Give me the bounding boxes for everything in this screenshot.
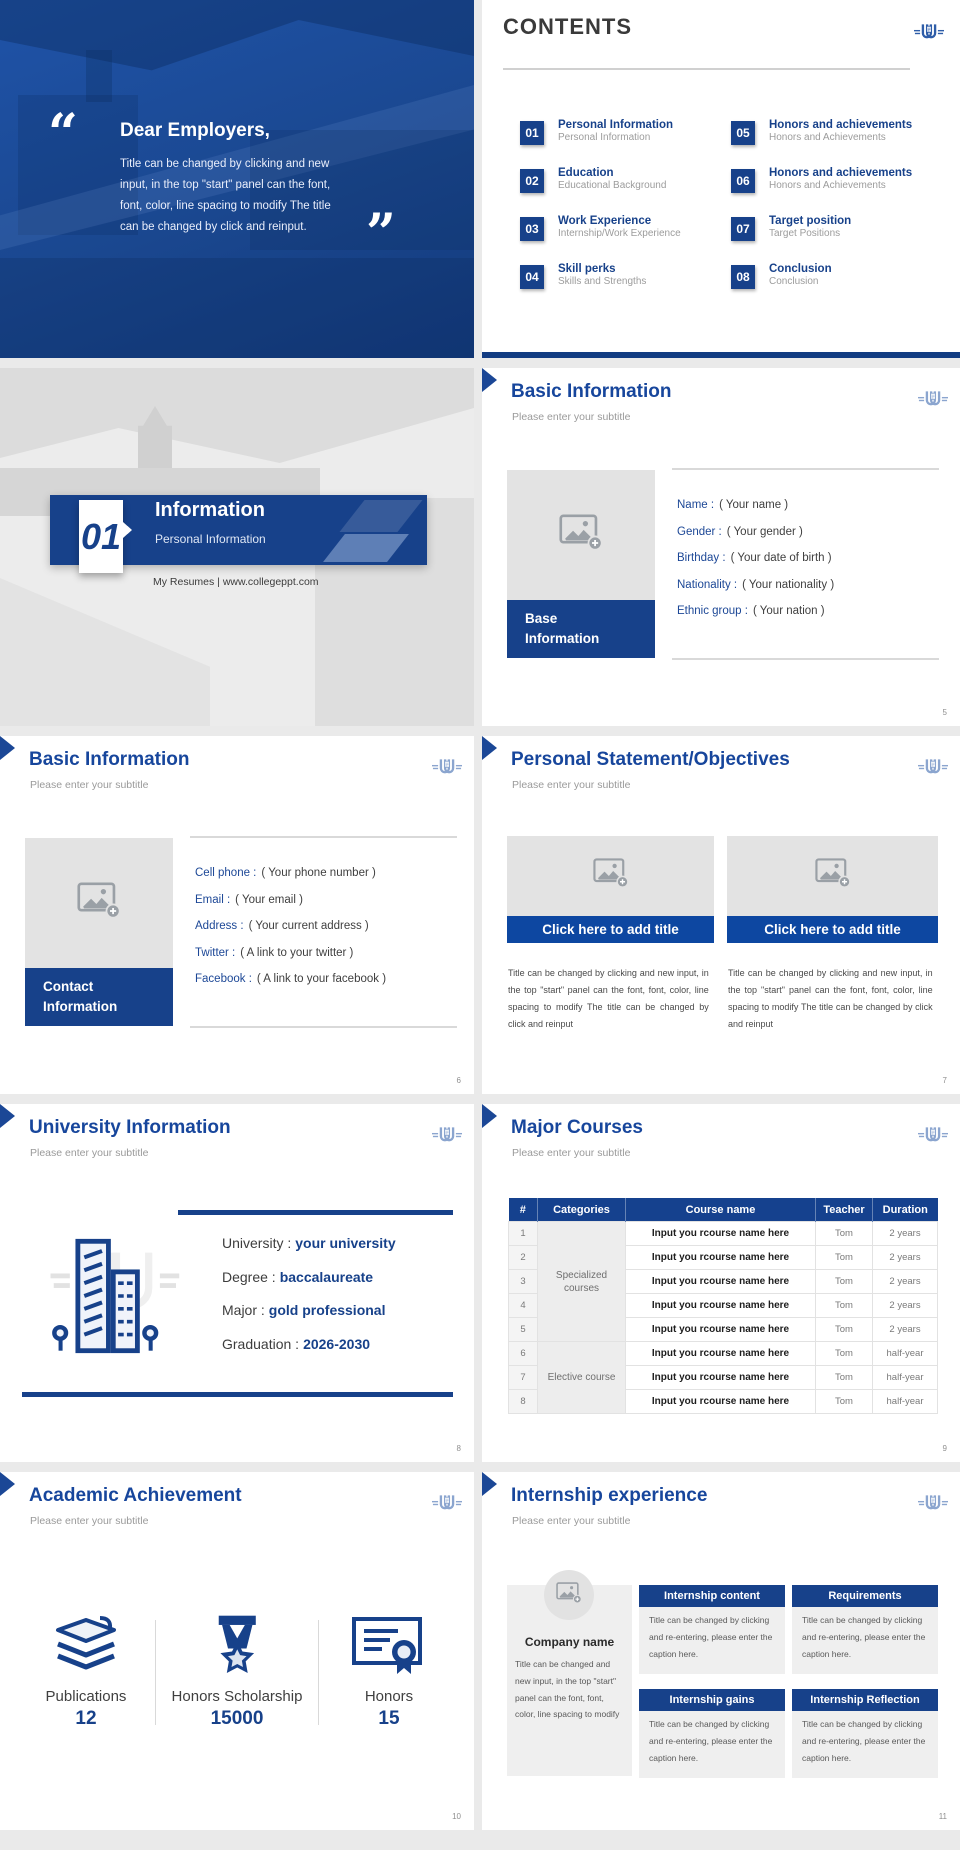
- col-header: Duration: [873, 1198, 938, 1222]
- table-row: 8 Input you rcourse name here Tom half-year: [509, 1390, 938, 1414]
- field-cell-phone: Cell phone : ( Your phone number ): [195, 867, 376, 879]
- item-sublabel: Internship/Work Experience: [558, 228, 681, 239]
- field-university: University : your university: [222, 1235, 396, 1251]
- title-arrow-icon: [482, 1472, 497, 1496]
- slide-subtitle: Please enter your subtitle: [512, 1147, 631, 1159]
- quote-body: [120, 154, 331, 238]
- statement-card: [507, 736, 714, 1094]
- item-label: Conclusion: [769, 263, 832, 275]
- item-number: 06: [731, 169, 755, 193]
- box-body: Title can be changed by clicking and re-entering, please enter the caption here.: [792, 1607, 938, 1674]
- contents-item-07[interactable]: [731, 217, 931, 247]
- box-title: Internship gains: [639, 1689, 785, 1711]
- slide-major-courses: [482, 1104, 960, 1462]
- label-line: Information: [525, 631, 600, 646]
- slide-title: Personal Statement/Objectives: [511, 749, 790, 770]
- page-number: 5: [942, 708, 947, 717]
- photo-road: [0, 578, 210, 726]
- caption-text: Title can be changed by clicking and new input, in the top "start" panel can the font, font, color, line spacing to modify The title can be changed by click and reinput: [508, 968, 709, 1029]
- image-placeholder-icon: [593, 858, 629, 893]
- item-sublabel: Honors and Achievements: [769, 180, 886, 191]
- photo-placeholder[interactable]: [25, 838, 173, 968]
- quote-line: can be changed by click and reinput.: [120, 221, 307, 233]
- stat-label: Honors Scholarship: [171, 1688, 303, 1705]
- contents-item-08[interactable]: [731, 265, 931, 295]
- table-row: 6 Elective course Input you rcourse name here Tom half-year: [509, 1342, 938, 1366]
- item-sublabel: Target Positions: [769, 228, 841, 239]
- box-body: Title can be changed by clicking and re-entering, please enter the caption here.: [792, 1711, 938, 1778]
- category-cell: Specialized courses: [538, 1222, 626, 1342]
- table-row: 2 Input you rcourse name here Tom 2 years: [509, 1246, 938, 1270]
- university-logo-icon: [918, 389, 948, 409]
- company-caption: Title can be changed and new input, in the top "start" panel can the font, font, color, line spacing to modify: [515, 1659, 620, 1720]
- section-number: 01: [80, 515, 122, 557]
- page-number: 10: [452, 1812, 461, 1821]
- divider: [155, 1620, 156, 1725]
- slide-subtitle: Please enter your subtitle: [30, 1147, 149, 1159]
- divider: [190, 1026, 457, 1028]
- title-arrow-icon: [0, 1104, 15, 1128]
- university-logo-icon: [914, 22, 944, 42]
- slide-subtitle: Please enter your subtitle: [30, 779, 149, 791]
- box-title: Requirements: [792, 1585, 938, 1607]
- item-label: Work Experience: [558, 215, 652, 227]
- slide-title: University Information: [29, 1117, 231, 1138]
- bottom-accent-bar: [482, 352, 960, 358]
- university-logo-icon: [432, 1493, 462, 1513]
- table-row: 5 Input you rcourse name here Tom 2 years: [509, 1318, 938, 1342]
- item-number: 02: [520, 169, 544, 193]
- slide-section-01: [0, 368, 474, 726]
- university-logo-icon: [432, 757, 462, 777]
- page-number: 8: [456, 1444, 461, 1453]
- scholarship-medal-icon: [212, 1614, 263, 1678]
- field-facebook: Facebook : ( A link to your facebook ): [195, 973, 387, 985]
- field-address: Address : ( Your current address ): [195, 920, 369, 932]
- company-name: Company name: [524, 1635, 615, 1649]
- slide-subtitle: Please enter your subtitle: [512, 411, 631, 423]
- item-label: Honors and achievements: [769, 119, 913, 131]
- slide-title: Major Courses: [511, 1117, 643, 1138]
- publications-icon: [48, 1614, 124, 1678]
- slide-contents: [482, 0, 960, 358]
- contact-fields: [195, 867, 386, 1000]
- col-header: Course name: [626, 1198, 816, 1222]
- table-row: 4 Input you rcourse name here Tom 2 years: [509, 1294, 938, 1318]
- caption-text: Title can be changed by clicking and new input, in the top "start" panel can the font, font, color, line spacing to modify The title can be changed by click and reinput: [728, 968, 933, 1029]
- quote-line: input, in the top "start" panel can the font,: [120, 179, 331, 191]
- base-information-label: [507, 600, 655, 658]
- item-label: Honors and achievements: [769, 167, 913, 179]
- statement-card: [727, 736, 938, 1094]
- table-row: 3 Input you rcourse name here Tom 2 years: [509, 1270, 938, 1294]
- divider: [318, 1620, 319, 1725]
- stat-label: Publications: [45, 1688, 127, 1705]
- field-graduation: Graduation : 2026-2030: [222, 1335, 371, 1352]
- field-major: Major : gold professional: [222, 1302, 386, 1318]
- accent-line: [178, 1210, 453, 1215]
- item-label: Personal Information: [558, 119, 674, 131]
- item-number: 04: [520, 265, 544, 289]
- university-logo-icon: [918, 1125, 948, 1145]
- internship-gains-box: [639, 1689, 785, 1778]
- item-label: Skill perks: [558, 263, 616, 275]
- label-line: Base: [525, 611, 558, 626]
- stat-value: 15000: [210, 1708, 264, 1729]
- stat-label: Honors: [364, 1688, 414, 1705]
- photo-placeholder[interactable]: [507, 470, 655, 600]
- contents-item-04[interactable]: [520, 265, 720, 295]
- page-number: 9: [942, 1444, 947, 1453]
- page-number: 7: [942, 1076, 947, 1085]
- contents-item-02[interactable]: [520, 169, 720, 199]
- field-email: Email : ( Your email ): [195, 893, 303, 906]
- title-arrow-icon: [482, 736, 497, 760]
- page-number: 6: [456, 1076, 461, 1085]
- item-number: 03: [520, 217, 544, 241]
- title-arrow-icon: [0, 1472, 15, 1496]
- slide-title: Basic Information: [511, 381, 672, 402]
- slide-subtitle: Please enter your subtitle: [512, 1515, 631, 1527]
- image-placeholder-icon: [77, 882, 121, 924]
- slide-subtitle: Please enter your subtitle: [512, 779, 631, 791]
- title-arrow-icon: [0, 736, 15, 760]
- field-birthday: Birthday : ( Your date of birth ): [677, 552, 832, 564]
- table-row: 1 Specialized courses Input you rcourse name here Tom 2 years: [509, 1222, 938, 1246]
- number-box-arrow-icon: [123, 522, 132, 538]
- item-number: 05: [731, 121, 755, 145]
- field-name: Name : ( Your name ): [677, 499, 789, 511]
- box-body: Title can be changed by clicking and re-entering, please enter the caption here.: [639, 1711, 785, 1778]
- slide-base-information: [482, 368, 960, 726]
- section-number-box: [79, 500, 123, 573]
- campus-building-illustration: [28, 1222, 213, 1392]
- title-arrow-icon: [482, 368, 497, 392]
- internship-reflection-box: [792, 1689, 938, 1778]
- photo-tower-silhouette: [86, 50, 112, 102]
- table-header-row: [509, 1198, 938, 1222]
- col-header: Categories: [538, 1198, 626, 1222]
- field-degree: Degree : baccalaureate: [222, 1268, 374, 1285]
- slide-title: Academic Achievement: [29, 1485, 242, 1506]
- item-number: 08: [731, 265, 755, 289]
- col-header: #: [509, 1198, 538, 1222]
- courses-table: [508, 1198, 938, 1414]
- internship-content-box: [639, 1585, 785, 1674]
- divider: [672, 658, 939, 660]
- stat-value: 12: [75, 1708, 97, 1729]
- item-number: 07: [731, 217, 755, 241]
- photo-placeholder[interactable]: [727, 836, 938, 916]
- contents-item-06[interactable]: [731, 169, 931, 199]
- item-sublabel: Honors and Achievements: [769, 132, 886, 143]
- image-placeholder-icon: [556, 1582, 582, 1609]
- photo-mountain-silhouette: [0, 0, 474, 80]
- section-title: Information: [155, 499, 265, 521]
- section-subtitle: Personal Information: [155, 532, 266, 546]
- requirements-box: [792, 1585, 938, 1674]
- slide-quote: [0, 0, 474, 358]
- quote-line: font, color, line spacing to modify The title: [120, 200, 331, 212]
- slide-subtitle: Please enter your subtitle: [30, 1515, 149, 1527]
- item-sublabel: Personal Information: [558, 132, 651, 143]
- box-title: Internship content: [639, 1585, 785, 1607]
- item-sublabel: Conclusion: [769, 276, 819, 287]
- stat-honors-scholarship: [157, 1614, 317, 1730]
- close-quote-icon: ”: [366, 203, 396, 264]
- col-header: Teacher: [816, 1198, 873, 1222]
- item-sublabel: Educational Background: [558, 180, 667, 191]
- stat-honors: [309, 1614, 469, 1730]
- slide-personal-statement: [482, 736, 960, 1094]
- accent-line: [22, 1392, 453, 1397]
- stat-publications: [6, 1614, 166, 1730]
- contact-information-label: [25, 968, 173, 1026]
- box-body: Title can be changed by clicking and re-entering, please enter the caption here.: [639, 1607, 785, 1674]
- company-photo-placeholder[interactable]: [544, 1570, 594, 1620]
- field-nationality: Nationality : ( Your nationality ): [677, 578, 835, 591]
- quote-line: Title can be changed by clicking and new: [120, 158, 330, 170]
- slide-university-information: [0, 1104, 474, 1462]
- add-title-button[interactable]: Click here to add title: [727, 916, 938, 943]
- honors-certificate-icon: [351, 1614, 427, 1678]
- slide-academic-achievement: [0, 1472, 474, 1830]
- university-logo-icon: [432, 1125, 462, 1145]
- image-placeholder-icon: [815, 858, 851, 893]
- university-logo-icon: [918, 1493, 948, 1513]
- section-footer: My Resumes | www.collegeppt.com: [153, 576, 319, 588]
- slide-internship-experience: [482, 1472, 960, 1830]
- slide-title: Internship experience: [511, 1485, 708, 1506]
- divider: [190, 836, 457, 838]
- item-label: Target position: [769, 215, 852, 227]
- item-sublabel: Skills and Strengths: [558, 276, 647, 287]
- photo-facade-silhouette: [0, 258, 474, 358]
- item-label: Education: [558, 167, 614, 179]
- table-row: 7 Input you rcourse name here Tom half-year: [509, 1366, 938, 1390]
- divider: [672, 468, 939, 470]
- add-title-button[interactable]: Click here to add title: [507, 916, 714, 943]
- contents-title: CONTENTS: [503, 14, 632, 39]
- field-ethnic-group: Ethnic group : ( Your nation ): [677, 605, 825, 617]
- page-number: 11: [938, 1812, 947, 1821]
- item-number: 01: [520, 121, 544, 145]
- slide-title: Basic Information: [29, 749, 190, 770]
- divider: [503, 68, 910, 70]
- category-cell: Elective course: [538, 1342, 626, 1414]
- field-gender: Gender : ( Your gender ): [677, 525, 803, 538]
- box-title: Internship Reflection: [792, 1689, 938, 1711]
- label-line: Contact: [43, 979, 94, 994]
- open-quote-icon: “: [48, 103, 78, 164]
- contents-item-05[interactable]: [731, 121, 931, 151]
- university-fields: [222, 1235, 396, 1369]
- title-arrow-icon: [482, 1104, 497, 1128]
- contents-item-01[interactable]: [520, 121, 720, 151]
- base-info-fields: [677, 499, 834, 632]
- slide-contact-information: [0, 736, 474, 1094]
- label-line: Information: [43, 999, 118, 1014]
- photo-placeholder[interactable]: [507, 836, 714, 916]
- photo-hills: [0, 368, 474, 468]
- field-twitter: Twitter : ( A link to your twitter ): [195, 946, 354, 959]
- contents-item-03[interactable]: [520, 217, 720, 247]
- image-placeholder-icon: [559, 514, 603, 556]
- stat-value: 15: [378, 1708, 400, 1729]
- quote-heading: Dear Employers,: [120, 120, 270, 141]
